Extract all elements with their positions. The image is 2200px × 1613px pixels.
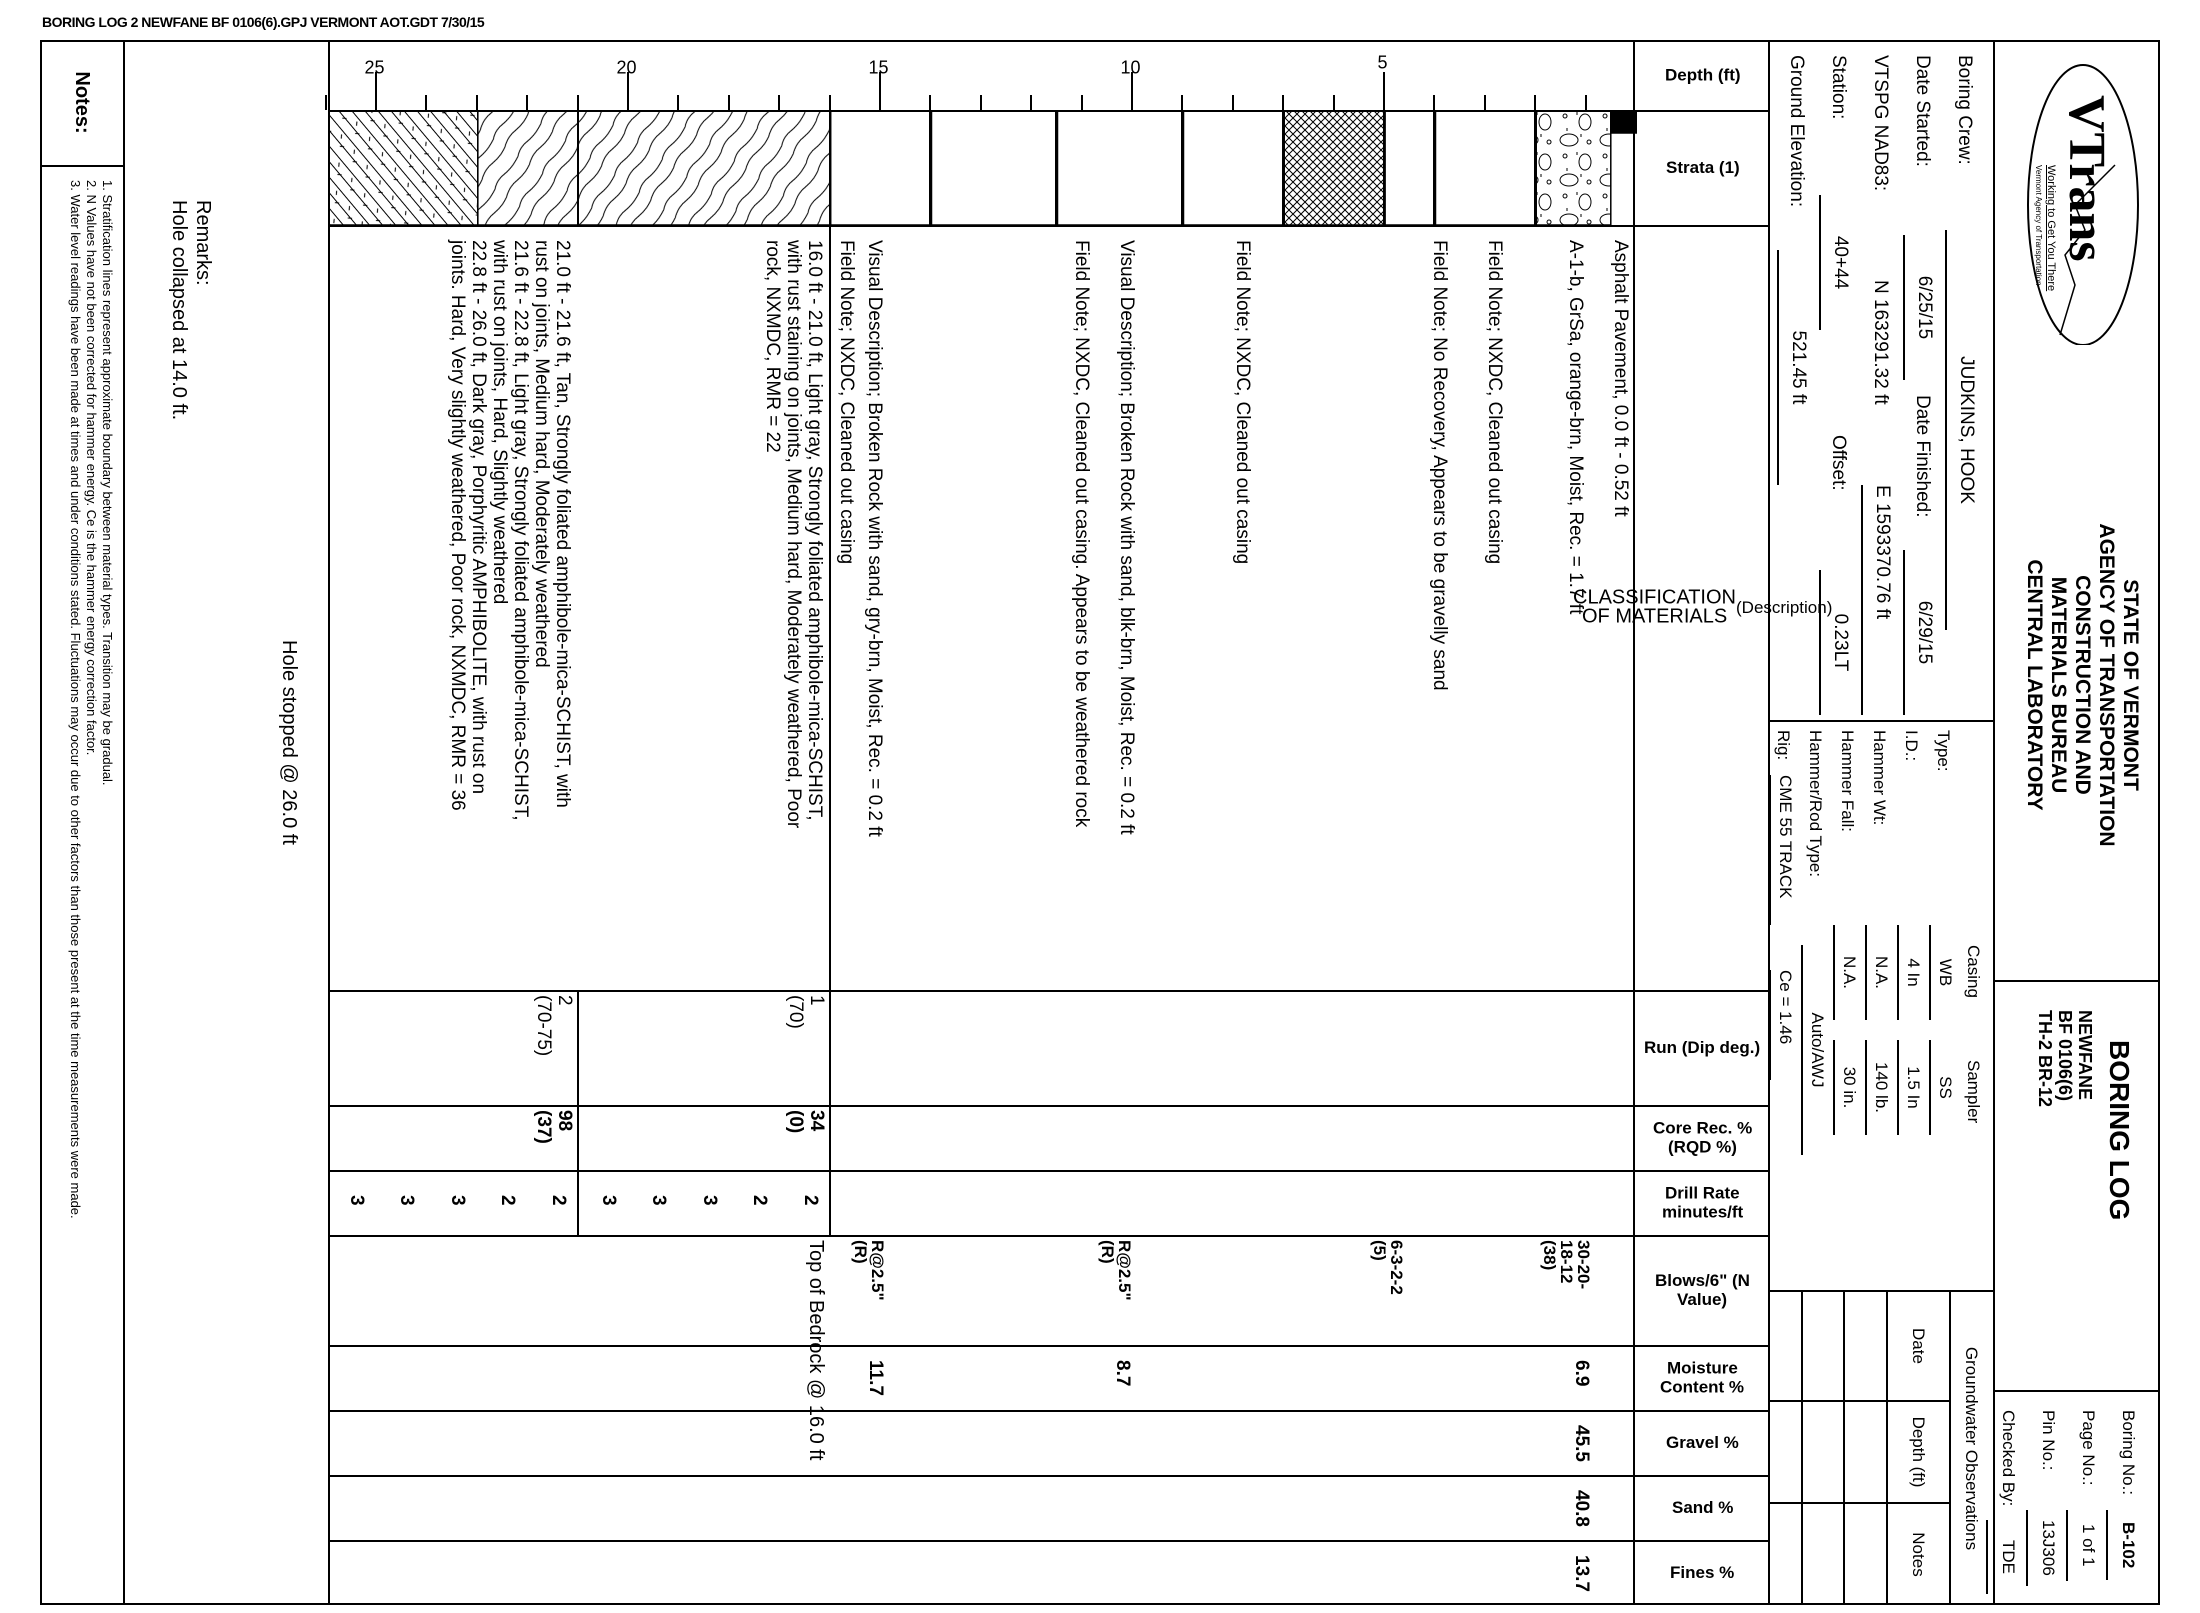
strata-boundary bbox=[577, 110, 579, 225]
remarks bbox=[167, 200, 215, 420]
easting: E 1593370.76 ft bbox=[1861, 485, 1901, 715]
strata-layer-asphalt bbox=[1611, 110, 1637, 133]
description-text: Field Note; NXDC, Cleaned out casing bbox=[1484, 240, 1505, 565]
casing-value: WB bbox=[1929, 925, 1959, 1020]
column-divider bbox=[330, 1235, 1770, 1237]
boring-log-title: BORING LOG bbox=[2104, 1040, 2135, 1221]
strata-layer-schist bbox=[478, 110, 831, 225]
crew-label: Boring Crew: bbox=[1954, 55, 1975, 165]
depth-label: 20 bbox=[616, 57, 637, 78]
groundwater-table bbox=[1770, 1292, 1993, 1605]
gravel-value: 45.5 bbox=[1570, 1425, 1592, 1462]
fines-value: 13.7 bbox=[1570, 1555, 1592, 1592]
description-line: with rust staining on joints, Medium hard, Moderately weathered, Poor bbox=[782, 240, 804, 829]
run-dip: (70) bbox=[784, 995, 806, 1029]
equipment-label: Type: bbox=[1934, 730, 1953, 772]
equipment-label: I.D.: bbox=[1902, 730, 1921, 762]
depth-tick bbox=[526, 95, 528, 110]
depth-tick bbox=[1484, 95, 1486, 110]
run-number: 2 bbox=[553, 995, 575, 1006]
casing-value: N.A. bbox=[1833, 925, 1863, 1020]
description-line: 22.8 ft - 26.0 ft, Dark gray, Porphyritic AMPHIBOLITE, with rust on bbox=[467, 240, 489, 795]
depth-tick bbox=[1534, 95, 1536, 110]
depth-tick bbox=[325, 95, 327, 110]
depth-tick bbox=[1282, 95, 1284, 110]
description-text: Field Note; NXDC, Cleaned out casing. Appears to be weathered rock bbox=[1070, 240, 1092, 828]
description-text: Visual Description; Broken Rock with sand, blk-brn, Moist, Rec. = 0.2 ft bbox=[1116, 240, 1138, 835]
logo-subtagline: Vermont Agency of Transportation bbox=[2034, 165, 2043, 286]
core-rec-cell bbox=[533, 1110, 575, 1170]
equipment-row bbox=[1927, 730, 1959, 1285]
moisture-value: 8.7 bbox=[1112, 1360, 1133, 1387]
blows-line: 6-3-2-2 bbox=[1387, 1240, 1407, 1295]
project-name: NEWFANE bbox=[2075, 1010, 2095, 1100]
blows-cell bbox=[1099, 1240, 1133, 1345]
sand-value: 40.8 bbox=[1570, 1490, 1592, 1527]
station-label: Station: bbox=[1828, 55, 1849, 120]
strata-boundary bbox=[1055, 110, 1057, 225]
strata-boundary bbox=[1534, 110, 1536, 225]
run-number: 1 bbox=[805, 995, 827, 1006]
crew: JUDKINS, HOOK bbox=[1945, 230, 1985, 630]
coords-label: VTSPG NAD83: bbox=[1870, 55, 1891, 192]
depth-tick bbox=[1383, 72, 1385, 110]
agency-line: STATE OF VERMONT bbox=[2119, 579, 2142, 791]
notes-list bbox=[67, 180, 115, 1219]
offset-label: Offset: bbox=[1828, 435, 1849, 491]
note-item: 3. Water level readings have been made at times and under conditions stated. Fluctuations may occur due to other factors than those present at the time measurements were made. bbox=[68, 180, 83, 1219]
description-line: 21.6 ft - 22.8 ft, Light gray, Strongly foliated amphibole-mica-SCHIST, bbox=[509, 240, 531, 821]
elevation: 521.45 ft bbox=[1777, 250, 1817, 485]
depth-tick bbox=[677, 95, 679, 110]
rqd: (37) bbox=[532, 1110, 554, 1144]
equipment-block bbox=[1767, 730, 1985, 1285]
blows-cell bbox=[1371, 1240, 1405, 1345]
agency-line: AGENCY OF TRANSPORTATION bbox=[2095, 523, 2118, 847]
date-started-label: Date Started: bbox=[1912, 55, 1933, 167]
ce-value: Ce = 1.46 bbox=[1769, 970, 1799, 1080]
column-header-fines: Fines % bbox=[1670, 1563, 1735, 1582]
depth-label: 5 bbox=[1377, 52, 1388, 73]
blows-line: 30-20- bbox=[1573, 1240, 1593, 1290]
description-line: rust on joints, Medium hard, Moderately weathered bbox=[530, 240, 552, 668]
casing-value: 4 In bbox=[1897, 925, 1927, 1020]
drill-rate-value: 3 bbox=[396, 1195, 418, 1206]
strata-boundary bbox=[1433, 110, 1435, 225]
casing-header: Casing bbox=[1964, 945, 1983, 998]
description-line: rock, NXMDC, RMR = 22 bbox=[761, 240, 783, 453]
top-of-bedrock: Top of Bedrock @ 16.0 ft bbox=[804, 1240, 827, 1461]
column-header-gravel: Gravel % bbox=[1666, 1433, 1739, 1452]
gw-col-date: Date bbox=[1909, 1328, 1928, 1364]
classification-title: CLASSIFICATION OF MATERIALS bbox=[1572, 586, 1736, 628]
core-rec-cell bbox=[785, 1110, 827, 1170]
rig-label: Rig: bbox=[1774, 730, 1793, 761]
column-divider bbox=[330, 990, 1770, 992]
equipment-label: Hammer Wt: bbox=[1870, 730, 1889, 826]
drill-rate-value: 3 bbox=[598, 1195, 619, 1206]
strata-boundary bbox=[829, 110, 831, 225]
boring-no: B-102 bbox=[2106, 1510, 2148, 1580]
offset: 0.23LT bbox=[1819, 570, 1859, 715]
column-header-depth: Depth (ft) bbox=[1664, 65, 1741, 85]
blows-line: 18-12 bbox=[1556, 1240, 1576, 1284]
column-header-moisture: Moisture Content % bbox=[1660, 1358, 1745, 1397]
pin-no-label: Pin No.: bbox=[2039, 1410, 2058, 1471]
project-block bbox=[2035, 1010, 2095, 1230]
rig: CME 55 TRACK bbox=[1769, 775, 1799, 925]
column-header-run: Run (Dip deg.) bbox=[1644, 1038, 1761, 1057]
description-text: A-1-b, GrSa, orange-brn, Moist, Rec. = 1.7 ft bbox=[1564, 240, 1586, 615]
equipment-label: Hammer Fall: bbox=[1838, 730, 1857, 833]
vtrans-logo bbox=[2020, 55, 2145, 345]
note-item: 2. N Values have not been corrected for hammer energy. Ce is the hammer energy correction factor. bbox=[84, 180, 99, 756]
rqd: (0) bbox=[784, 1110, 806, 1134]
depth-label: 15 bbox=[868, 57, 889, 78]
page-no-label: Page No.: bbox=[2079, 1410, 2098, 1486]
file-header: BORING LOG 2 NEWFANE BF 0106(6).GPJ VERMONT AOT.GDT 7/30/15 bbox=[42, 14, 485, 30]
page-no: 1 of 1 bbox=[2066, 1510, 2108, 1581]
run-dip: (70-75) bbox=[532, 995, 554, 1057]
equipment-row bbox=[1831, 730, 1863, 1285]
description-text: Visual Description; Broken Rock with sand, gry-brn, Moist, Rec. = 0.2 ft bbox=[864, 240, 886, 837]
run-cell bbox=[533, 995, 575, 1100]
description-text: Field Note; NXDC, Cleaned out casing bbox=[836, 240, 858, 565]
drill-rate-value: 3 bbox=[446, 1195, 468, 1206]
run-cell bbox=[785, 995, 827, 1100]
moisture-value: 6.9 bbox=[1570, 1360, 1592, 1387]
core-rec: 34 bbox=[805, 1110, 827, 1132]
run-boundary bbox=[829, 990, 831, 1235]
svg-text:VTrans: VTrans bbox=[2058, 95, 2115, 262]
blows-line: (R) bbox=[851, 1240, 871, 1264]
strata-layer-amphibolite bbox=[330, 110, 478, 225]
checked-by: TDE bbox=[1986, 1520, 2028, 1594]
strata-layer-none bbox=[831, 110, 932, 225]
groundwater-title: Groundwater Observations bbox=[1962, 1346, 1982, 1551]
depth-tick bbox=[476, 95, 478, 110]
pin-no: 13J306 bbox=[2026, 1510, 2068, 1586]
blows-line: (38) bbox=[1539, 1240, 1559, 1271]
sampler-value: 30 in. bbox=[1833, 1040, 1863, 1135]
depth-label: 10 bbox=[1120, 57, 1141, 78]
column-divider bbox=[330, 225, 1770, 227]
depth-label: 25 bbox=[364, 57, 385, 78]
hole-stopped: Hole stopped @ 26.0 ft bbox=[278, 640, 300, 845]
depth-tick bbox=[1433, 95, 1435, 110]
column-header-drill-rate: Drill Rate minutes/ft bbox=[1661, 1183, 1744, 1222]
sampler-value: 1.5 In bbox=[1897, 1040, 1927, 1135]
station: 40+44 bbox=[1819, 195, 1859, 330]
sampler-header: Sampler bbox=[1964, 1060, 1983, 1124]
run-boundary bbox=[577, 990, 579, 1235]
project-location: TH-2 BR-12 bbox=[2035, 1010, 2055, 1108]
column-header-strata: Strata (1) bbox=[1665, 158, 1740, 177]
drill-rate-value: 3 bbox=[346, 1195, 367, 1206]
blows-cell bbox=[852, 1240, 886, 1345]
strata-boundary bbox=[1383, 110, 1385, 225]
depth-tick bbox=[1030, 95, 1032, 110]
column-divider bbox=[330, 1170, 1770, 1172]
project-number: BF 0106(6) bbox=[2055, 1010, 2075, 1102]
column-header-blows: Blows/6" (N Value) bbox=[1655, 1271, 1750, 1309]
drill-rate-value: 3 bbox=[698, 1195, 720, 1206]
depth-tick bbox=[929, 95, 931, 110]
boring-id-block bbox=[1988, 1410, 2148, 1595]
elevation-label: Ground Elevation: bbox=[1786, 55, 1807, 208]
description-block bbox=[762, 240, 825, 980]
agency-line: MATERIALS BUREAU bbox=[2047, 576, 2070, 794]
strata-boundary bbox=[1282, 110, 1284, 225]
strata-layer-none bbox=[1183, 110, 1284, 225]
gw-col-depth: Depth (ft) bbox=[1909, 1416, 1928, 1488]
depth-tick bbox=[1181, 95, 1183, 110]
drill-rate-value: 2 bbox=[497, 1195, 519, 1206]
description-text: Field Note; No Recovery, Appears to be gravelly sand bbox=[1428, 240, 1450, 691]
depth-tick bbox=[778, 95, 780, 110]
depth-tick bbox=[1333, 95, 1335, 110]
description-text: Asphalt Pavement, 0.0 ft - 0.52 ft bbox=[1610, 240, 1631, 517]
equipment-row bbox=[1895, 730, 1927, 1285]
strata-layer-none bbox=[1385, 110, 1435, 225]
depth-tick bbox=[1081, 95, 1083, 110]
strata-layer-none bbox=[1435, 110, 1536, 225]
strata-boundary bbox=[1181, 110, 1183, 225]
checked-by-label: Checked By: bbox=[1999, 1410, 2018, 1507]
agency-line: CENTRAL LABORATORY bbox=[2023, 559, 2046, 811]
column-divider bbox=[330, 1475, 1770, 1477]
note-item: 1. Stratification lines represent approximate boundary between material types. Transition may be gradual. bbox=[100, 180, 115, 786]
description-line: with rust on joints, Hard, Slightly weathered bbox=[488, 240, 510, 605]
depth-tick bbox=[425, 95, 427, 110]
column-divider bbox=[330, 1410, 1770, 1412]
blows-line: R@2.5" bbox=[1115, 1240, 1134, 1301]
description-block bbox=[447, 240, 573, 980]
northing: N 163291.32 ft bbox=[1870, 280, 1891, 405]
depth-tick bbox=[1232, 95, 1234, 110]
strata-layer-none bbox=[931, 110, 1057, 225]
hammer-rod-label: Hammer/Rod Type: bbox=[1806, 730, 1825, 878]
drill-rate-value: 2 bbox=[749, 1195, 771, 1206]
agency-block bbox=[2022, 420, 2142, 950]
casing-value: N.A. bbox=[1865, 925, 1895, 1020]
agency-line: CONSTRUCTION AND bbox=[2071, 575, 2094, 795]
blows-line: R@2.5" bbox=[868, 1240, 888, 1301]
description-line: joints. Hard, Very slightly weathered, Poor rock, NXMDC, RMR = 36 bbox=[446, 240, 468, 811]
strata-layer-gravel-sand bbox=[1536, 110, 1611, 225]
drill-rate-value: 2 bbox=[799, 1195, 821, 1206]
logo-tagline: Working to Get You There bbox=[2045, 165, 2057, 292]
strata-layer-none bbox=[1057, 110, 1183, 225]
bedrock-boundary bbox=[829, 225, 831, 990]
blows-cell bbox=[1541, 1240, 1592, 1345]
depth-tick bbox=[980, 95, 982, 110]
sampler-value: SS bbox=[1929, 1040, 1959, 1135]
date-finished: 6/29/15 bbox=[1903, 550, 1943, 715]
boring-no-label: Boring No.: bbox=[2119, 1410, 2138, 1496]
column-divider bbox=[330, 1105, 1770, 1107]
blows-line: (5) bbox=[1370, 1240, 1390, 1261]
remarks-label: Remarks: bbox=[192, 200, 214, 286]
remarks-text: Hole collapsed at 14.0 ft. bbox=[168, 200, 190, 421]
column-divider bbox=[330, 1540, 1770, 1542]
description-line: 21.0 ft - 21.6 ft, Tan, Strongly foliated amphibole-mica-SCHIST, with bbox=[551, 240, 573, 808]
hammer-rod: Auto/AWJ bbox=[1801, 945, 1831, 1155]
notes-label: Notes: bbox=[71, 71, 93, 134]
description-line: 16.0 ft - 21.0 ft, Light gray, Strongly foliated amphibole-mica-SCHIST, bbox=[803, 240, 825, 821]
drill-rate-value: 2 bbox=[547, 1195, 569, 1206]
drill-rate-value: 3 bbox=[648, 1195, 670, 1206]
strata-column bbox=[330, 110, 1637, 225]
strata-layer-crosshatch bbox=[1284, 110, 1385, 225]
moisture-value: 11.7 bbox=[865, 1360, 887, 1396]
strata-boundary bbox=[929, 110, 931, 225]
depth-tick bbox=[1585, 95, 1587, 110]
column-header-core-rec: Core Rec. % (RQD %) bbox=[1652, 1118, 1753, 1157]
column-header-sand: Sand % bbox=[1671, 1498, 1734, 1517]
gw-col-notes: Notes bbox=[1909, 1532, 1928, 1577]
depth-tick bbox=[577, 95, 579, 110]
sampler-value: 140 lb. bbox=[1865, 1040, 1895, 1135]
blows-line: (R) bbox=[1098, 1240, 1117, 1264]
date-started: 6/25/15 bbox=[1903, 235, 1943, 380]
classification-sub: (Description) bbox=[1735, 598, 1833, 617]
description-text: Field Note; NXDC, Cleaned out casing bbox=[1232, 240, 1253, 565]
column-divider bbox=[330, 1345, 1770, 1347]
depth-tick bbox=[728, 95, 730, 110]
equipment-row bbox=[1863, 730, 1895, 1285]
depth-tick bbox=[829, 95, 831, 110]
date-finished-label: Date Finished: bbox=[1912, 395, 1933, 518]
core-rec: 98 bbox=[553, 1110, 575, 1132]
